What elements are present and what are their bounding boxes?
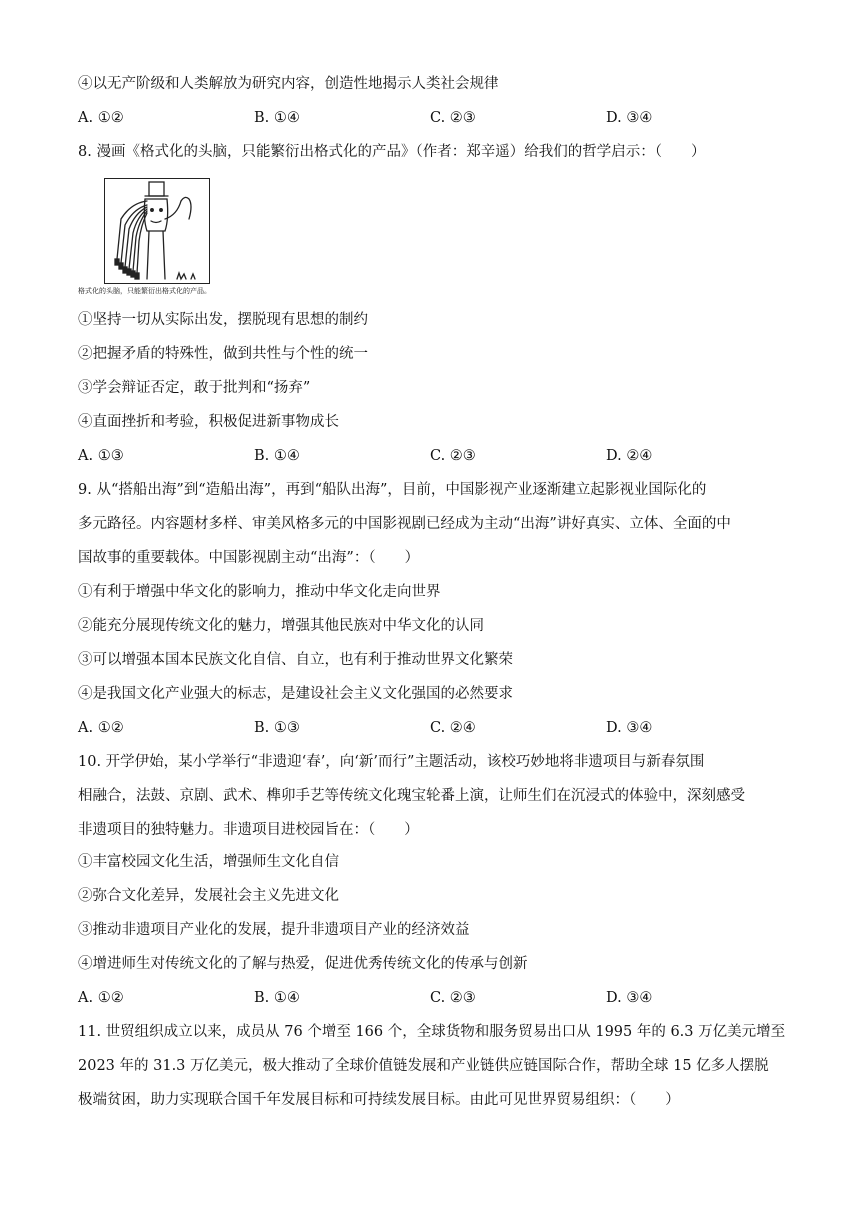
q9-option-c: C. ②④ — [430, 720, 476, 736]
q7-options — [78, 108, 798, 128]
cartoon-figure — [104, 178, 210, 284]
cartoon-caption: 格式化的头脑，只能繁衍出格式化的产品。 — [78, 287, 211, 295]
q7-option-d: D. ③④ — [606, 110, 653, 126]
q10-option-b: B. ①④ — [254, 990, 300, 1006]
q7-item-4: ④以无产阶级和人类解放为研究内容，创造性地揭示人类社会规律 — [78, 76, 499, 92]
q10-stem-line-3: 非遗项目的独特魅力。非遗项目进校园旨在：（ ） — [78, 822, 419, 838]
q9-item-2: ②能充分展现传统文化的魅力，增强其他民族对中华文化的认同 — [78, 618, 484, 634]
q10-option-a: A. ①② — [78, 990, 124, 1006]
q10-item-4: ④增进师生对传统文化的了解与热爱，促进优秀传统文化的传承与创新 — [78, 956, 528, 972]
q9-stem-line-2: 多元路径。内容题材多样、审美风格多元的中国影视剧已经成为主动“出海”讲好真实、立体、全面的中 — [78, 516, 731, 532]
q11-stem-line-3: 极端贫困，助力实现联合国千年发展目标和可持续发展目标。由此可见世界贸易组织：（ ） — [78, 1092, 680, 1108]
q8-option-d: D. ②④ — [606, 448, 653, 464]
q8-item-2: ②把握矛盾的特殊性，做到共性与个性的统一 — [78, 346, 368, 362]
q9-item-1: ①有利于增强中华文化的影响力，推动中华文化走向世界 — [78, 584, 441, 600]
q9-options — [78, 718, 798, 738]
q11-stem-line-2: 2023 年的 31.3 万亿美元，极大推动了全球价值链发展和产业链供应链国际合作，帮助全球 15 亿多人摆脱 — [78, 1058, 769, 1074]
q9-option-d: D. ③④ — [606, 720, 653, 736]
q9-stem-line-1: 9. 从“搭船出海”到“造船出海”，再到“船队出海”，目前，中国影视产业逐渐建立起影视业国际化的 — [78, 482, 707, 498]
q10-stem-line-2: 相融合，法鼓、京剧、武术、榫卯手艺等传统文化瑰宝轮番上演，让师生们在沉浸式的体验中，深刻感受 — [78, 788, 745, 804]
q7-option-b: B. ①④ — [254, 110, 300, 126]
q10-item-2: ②弥合文化差异，发展社会主义先进文化 — [78, 888, 339, 904]
q8-item-3: ③学会辩证否定，敢于批判和“扬弃” — [78, 380, 311, 396]
q9-option-b: B. ①③ — [254, 720, 300, 736]
q8-options — [78, 446, 798, 466]
q10-option-d: D. ③④ — [606, 990, 653, 1006]
q10-item-3: ③推动非遗项目产业化的发展，提升非遗项目产业的经济效益 — [78, 922, 470, 938]
q9-option-a: A. ①② — [78, 720, 124, 736]
q10-option-c: C. ②③ — [430, 990, 476, 1006]
q7-option-a: A. ①② — [78, 110, 124, 126]
q10-options — [78, 988, 798, 1008]
q7-option-c: C. ②③ — [430, 110, 476, 126]
q8-option-a: A. ①③ — [78, 448, 124, 464]
q8-option-c: C. ②③ — [430, 448, 476, 464]
q9-stem-line-3: 国故事的重要载体。中国影视剧主动“出海”：（ ） — [78, 550, 420, 566]
q11-stem-line-1: 11. 世贸组织成立以来，成员从 76 个增至 166 个，全球货物和服务贸易出口从 1995 年的 6.3 万亿美元增至 — [78, 1024, 786, 1040]
cartoon-drawing — [105, 179, 209, 283]
q9-item-4: ④是我国文化产业强大的标志，是建设社会主义文化强国的必然要求 — [78, 686, 513, 702]
q10-stem-line-1: 10. 开学伊始，某小学举行“非遗迎‘春’，向‘新’而行”主题活动，该校巧妙地将非遗项目与新春氛围 — [78, 754, 705, 770]
q10-item-1: ①丰富校园文化生活，增强师生文化自信 — [78, 854, 339, 870]
q8-option-b: B. ①④ — [254, 448, 300, 464]
q8-item-4: ④直面挫折和考验，积极促进新事物成长 — [78, 414, 339, 430]
q9-item-3: ③可以增强本国本民族文化自信、自立，也有利于推动世界文化繁荣 — [78, 652, 513, 668]
q8-stem: 8. 漫画《格式化的头脑，只能繁衍出格式化的产品》（作者：郑辛遥）给我们的哲学启示：（ ） — [78, 144, 706, 160]
q8-item-1: ①坚持一切从实际出发，摆脱现有思想的制约 — [78, 312, 368, 328]
